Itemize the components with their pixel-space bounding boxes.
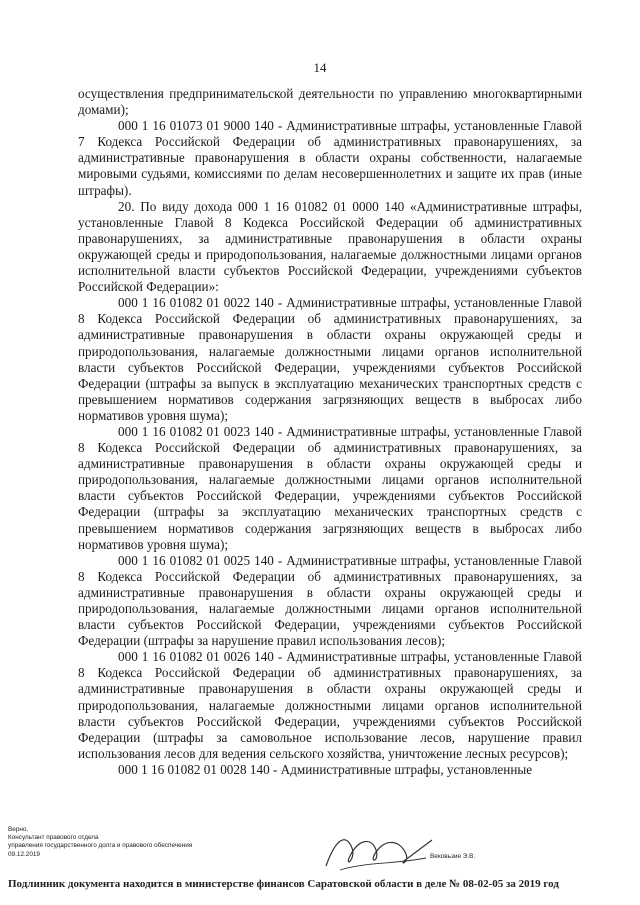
signer-name: Вековьзиe Э.В. xyxy=(430,853,476,860)
page-number: 14 xyxy=(313,60,327,75)
paragraph-continuation: осуществления предпринимательской деятельности по управлению многоквартирными домами); xyxy=(78,86,582,118)
document-body xyxy=(78,86,582,778)
paragraph: 000 1 16 01082 01 0023 140 - Административные штрафы, установленные Главой 8 Кодекса Российской Федерации об административных правонарушениях, за административные правонарушения в области охраны окружающей среды и природопользования, налагаемые должностными лицами органов исполнительной власти субъектов Российской Федерации, учреждениями субъектов Российской Федерации (штрафы за эксплуатацию механических транспортных средств с превышением нормативов содержания загрязняющих веществ в выбросах либо нормативов уровня шума); xyxy=(78,423,582,552)
paragraph: 000 1 16 01082 01 0026 140 - Административные штрафы, установленные Главой 8 Кодекса Российской Федерации об административных правонарушениях, за административные правонарушения в области охраны окружающей среды и природопользования, налагаемые должностными лицами органов исполнительной власти субъектов Российской Федерации, учреждениями субъектов Российской Федерации (штрафы за самовольное использование лесов, нарушение правил использования лесов для ведения сельского хозяйства, уничтожение лесных ресурсов); xyxy=(78,649,582,761)
certification-block xyxy=(8,826,278,859)
handwritten-signature xyxy=(316,818,436,878)
consultant-title: Консультант правового отдела xyxy=(8,834,99,842)
certification-date: 09.12.2019 xyxy=(8,850,40,858)
original-location-note: Подлинник документа находится в министерстве финансов Саратовской области в деле № 08-02-05 за 2019 год xyxy=(8,878,559,890)
paragraph: 000 1 16 01082 01 0025 140 - Административные штрафы, установленные Главой 8 Кодекса Российской Федерации об административных правонарушениях, за административные правонарушения в области охраны окружающей среды и природопользования, налагаемые должностными лицами органов исполнительной власти субъектов Российской Федерации, учреждениями субъектов Российской Федерации (штрафы за нарушение правил использования лесов); xyxy=(78,552,582,649)
paragraph: 000 1 16 01082 01 0022 140 - Административные штрафы, установленные Главой 8 Кодекса Российской Федерации об административных правонарушениях, за административные правонарушения в области охраны окружающей среды и природопользования, налагаемые должностными лицами органов исполнительной власти субъектов Российской Федерации, учреждениями субъектов Российской Федерации (штрафы за выпуск в эксплуатацию механических транспортных средств с превышением нормативов содержания загрязняющих веществ в выбросах либо нормативов уровня шума); xyxy=(78,295,582,423)
paragraph: 20. По виду дохода 000 1 16 01082 01 0000 140 «Административные штрафы, установленные Главой 8 Кодекса Российской Федерации об административных правонарушениях, за административные правонарушения в области охраны окружающей среды и природопользования, налагаемые должностными лицами органов исполнительной власти субъектов Российской Федерации, учреждениями субъектов Российской Федерации»: xyxy=(78,198,582,295)
department-name: управления государственного долга и правового обеспечения xyxy=(8,842,193,850)
paragraph: 000 1 16 01073 01 9000 140 - Административные штрафы, установленные Главой 7 Кодекса Российской Федерации об административных правонарушениях, за административные правонарушения в области охраны собственности, налагаемые мировыми судьями, комиссиями по делам несовершеннолетних и защите их прав (иные штрафы). xyxy=(78,118,582,198)
paragraph: 000 1 16 01082 01 0028 140 - Административные штрафы, установленные xyxy=(118,761,533,777)
certified-label: Верно. xyxy=(8,826,29,833)
